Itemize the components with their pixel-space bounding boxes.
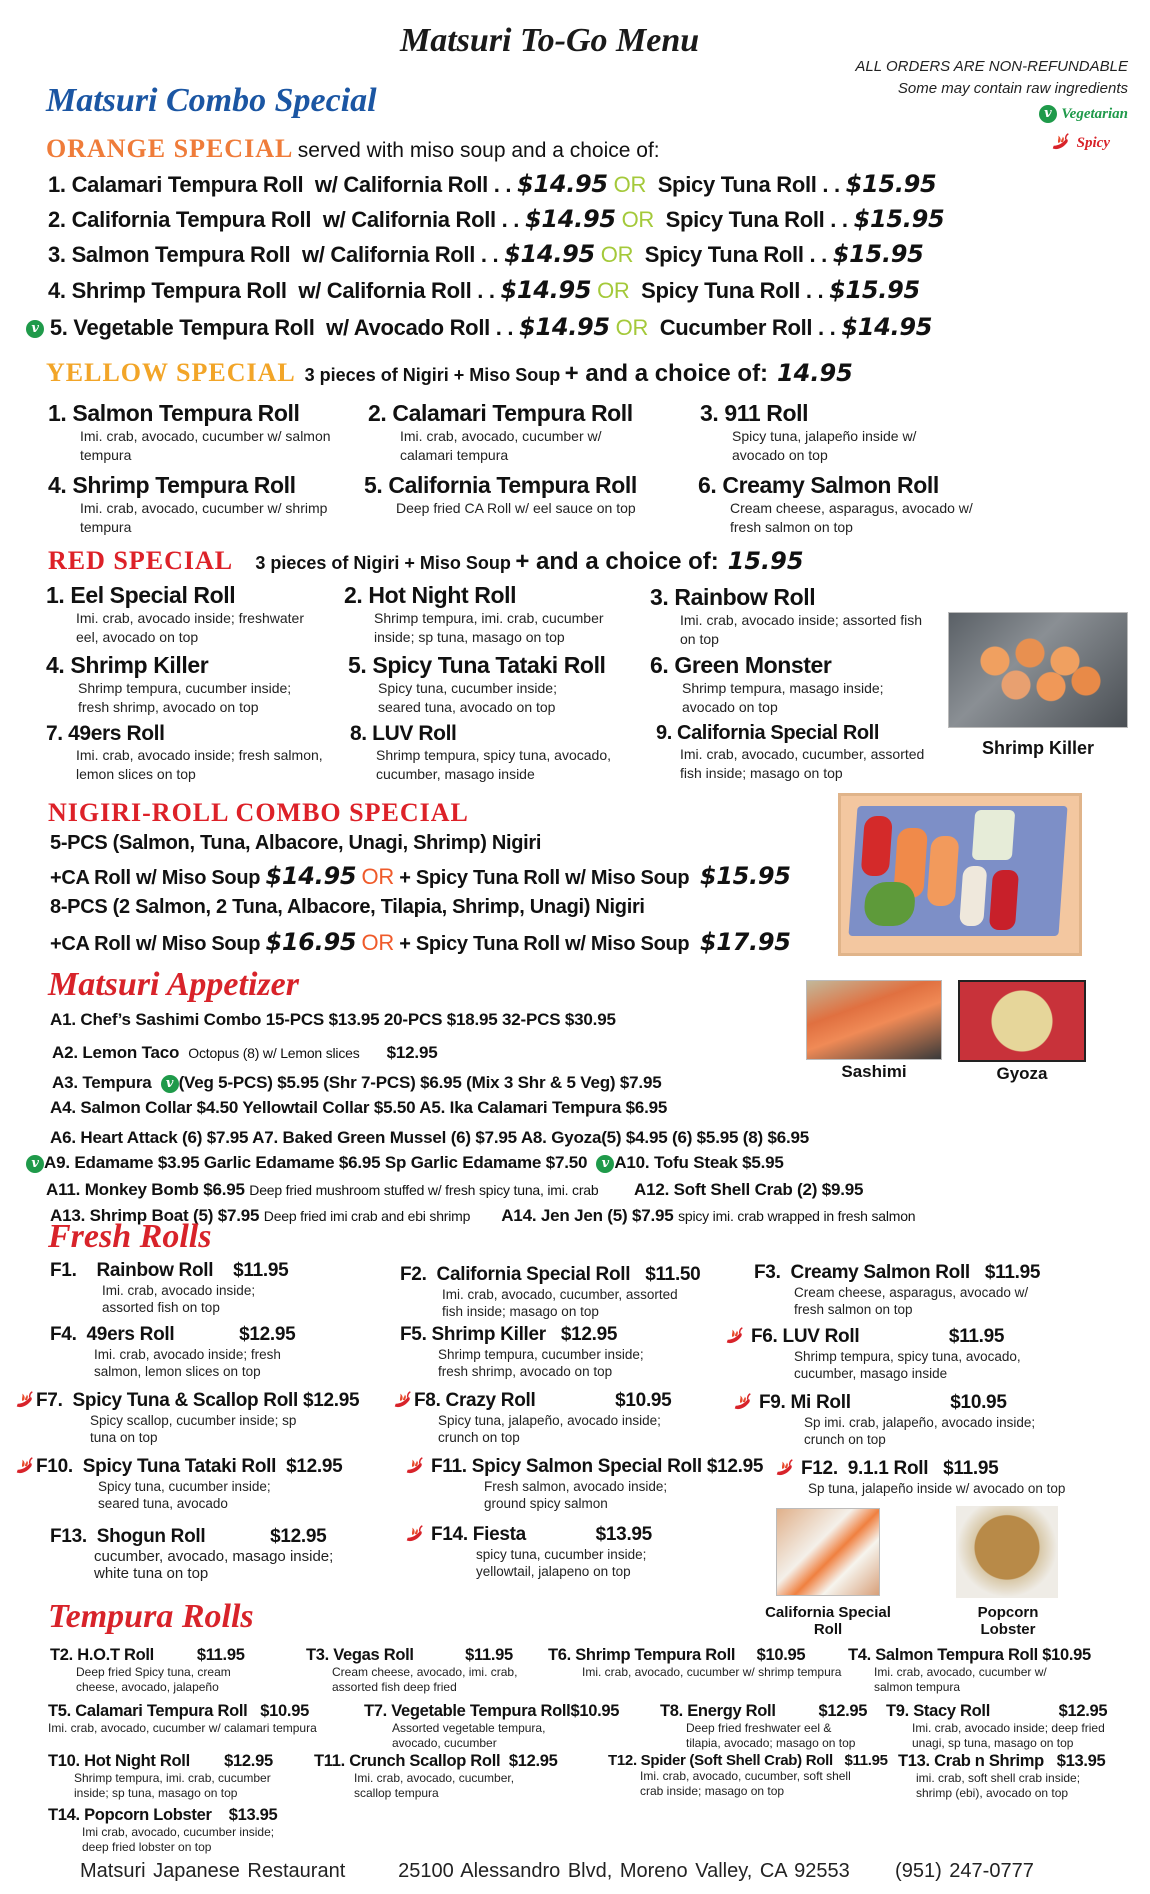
tempura-roll-item: T10. Hot Night Roll $12.95 Shrimp tempura, imi. crab, cucumber inside; sp tuna, masago on top (48, 1752, 273, 1800)
menu-item: 9. California Special Roll Imi. crab, avocado, cucumber, assorted fish inside; masago on top (656, 722, 925, 781)
tempura-roll-item: T3. Vegas Roll $11.95 Cream cheese, avocado, imi. crab, assorted fish deep fried (306, 1646, 518, 1694)
appetizer-row: A11. Monkey Bomb $6.95 Deep fried mushroom stuffed w/ fresh spicy tuna, imi. crab A12. Soft Shell Crab (2) $9.95 (46, 1180, 864, 1199)
gyoza-photo (958, 980, 1086, 1062)
yellow-special-header: YELLOW SPECIAL 3 pieces of Nigiri + Miso Soup + and a choice of: 14.95 (46, 358, 853, 387)
spicy-pepper-icon (732, 1392, 754, 1414)
price: $14.95 (519, 313, 610, 341)
price: $15.95 (829, 276, 920, 304)
tempura-roll-item: T8. Energy Roll $12.95 Deep fried freshwater eel & tilapia, avocado; masago on top (660, 1702, 868, 1750)
price: $16.95 (265, 928, 357, 956)
menu-item: 6. Creamy Salmon Roll Cream cheese, asparagus, avocado w/ fresh salmon on top (698, 472, 973, 535)
sashimi-photo (806, 980, 942, 1060)
fresh-roll-item: F5. Shrimp Killer $12.95 Shrimp tempura, cucumber inside; fresh shrimp, avocado on top (400, 1324, 644, 1379)
appetizer-row: A2. Lemon Taco Octopus (8) w/ Lemon slices $12.95 (52, 1043, 438, 1062)
fresh-roll-item: F14. Fiesta $13.95 spicy tuna, cucumber inside; yellowtail, jalapeno on top (404, 1524, 704, 1580)
restaurant-address: 25100 Alessandro Blvd, Moreno Valley, CA 92553 (398, 1860, 850, 1882)
vegetarian-icon: v (1039, 105, 1057, 123)
price: $14.95 (517, 170, 608, 198)
spicy-pepper-icon (14, 1390, 36, 1412)
nigiri-8pcs-line: 8-PCS (2 Salmon, 2 Tuna, Albacore, Tilapia, Shrimp, Unagi) Nigiri (50, 896, 645, 918)
orange-special-label: ORANGE SPECIAL (46, 134, 294, 163)
fresh-rolls-section-title: Fresh Rolls (48, 1218, 212, 1255)
sashimi-caption: Sashimi (841, 1062, 907, 1081)
spicy-pepper-icon (724, 1326, 746, 1348)
menu-item: 4. Shrimp Tempura Roll Imi. crab, avocado, cucumber w/ shrimp tempura (48, 472, 328, 535)
appetizer-row: v A9. Edamame $3.95 Garlic Edamame $6.95 Sp Garlic Edamame $7.50 v A10. Tofu Steak $5.95 (26, 1153, 784, 1173)
combo-section-title: Matsuri Combo Special (46, 82, 377, 119)
tempura-roll-item: T4. Salmon Tempura Roll $10.95 Imi. crab, avocado, cucumber w/ salmon tempura (848, 1646, 1091, 1694)
spicy-pepper-icon (1050, 132, 1072, 154)
menu-item: 6. Green Monster Shrimp tempura, masago inside; avocado on top (650, 652, 884, 715)
appetizer-row: A6. Heart Attack (6) $7.95 A7. Baked Green Mussel (6) $7.95 A8. Gyoza(5) $4.95 (6) $5.95 (8) $6.95 (50, 1128, 809, 1147)
price: $14.95 (524, 205, 616, 233)
vegetarian-icon: v (26, 1155, 44, 1173)
fresh-roll-item: F11. Spicy Salmon Special Roll $12.95 Fresh salmon, avocado inside; ground spicy salmon (404, 1456, 763, 1512)
menu-item: 5. Spicy Tuna Tataki Roll Spicy tuna, cucumber inside; seared tuna, avocado on top (348, 652, 606, 715)
nigiri-combo-photo (838, 793, 1082, 956)
combo-row: v 5. Vegetable Tempura Roll w/ Avocado Roll . . $14.95 OR Cucumber Roll . . $14.95 (26, 313, 932, 341)
menu-item: 1. Eel Special Roll Imi. crab, avocado inside; freshwater eel, avocado on top (46, 582, 304, 645)
restaurant-phone[interactable]: (951) 247-0777 (895, 1860, 1034, 1882)
page-title: Matsuri To-Go Menu (400, 22, 700, 59)
menu-item: 4. Shrimp Killer Shrimp tempura, cucumber inside; fresh shrimp, avocado on top (46, 652, 292, 715)
yellow-special-price: 14.95 (776, 359, 853, 387)
spicy-pepper-icon (392, 1390, 414, 1412)
nigiri-8pcs-options: +CA Roll w/ Miso Soup $16.95 OR + Spicy Tuna Roll w/ Miso Soup $17.95 (50, 928, 791, 956)
price: $15.95 (845, 170, 937, 198)
spicy-pepper-icon (14, 1456, 36, 1478)
fresh-roll-item: F10. Spicy Tuna Tataki Roll $12.95 Spicy tuna, cucumber inside; seared tuna, avocado (14, 1456, 342, 1512)
tempura-roll-item: T2. H.O.T Roll $11.95 Deep fried Spicy tuna, cream cheese, avocado, jalapeño (50, 1646, 245, 1694)
red-special-price: 15.95 (727, 547, 804, 575)
tempura-roll-item: T13. Crab n Shrimp $13.95 imi. crab, soft shell crab inside; shrimp (ebi), avocado on top (898, 1752, 1106, 1800)
menu-item: 2. Calamari Tempura Roll Imi. crab, avocado, cucumber w/ calamari tempura (368, 400, 633, 463)
price: $17.95 (699, 928, 791, 956)
tempura-roll-item: T6. Shrimp Tempura Roll $10.95 Imi. crab, avocado, cucumber w/ shrimp tempura (548, 1646, 842, 1679)
vegetarian-icon: v (26, 320, 44, 338)
price: $15.95 (853, 205, 945, 233)
orange-special-subtitle: served with miso soup and a choice of: (297, 139, 660, 162)
menu-item: 7. 49ers Roll Imi. crab, avocado inside; fresh salmon, lemon slices on top (46, 722, 323, 782)
tempura-roll-item: T9. Stacy Roll $12.95 Imi. crab, avocado inside; deep fried unagi, sp tuna, masago on top (886, 1702, 1108, 1750)
tempura-roll-item: T5. Calamari Tempura Roll $10.95 Imi. crab, avocado, cucumber w/ calamari tempura (48, 1702, 317, 1735)
tempura-roll-item: T14. Popcorn Lobster $13.95 Imi crab, avocado, cucumber inside; deep fried lobster on top (48, 1806, 278, 1854)
popcorn-lobster-photo (956, 1506, 1058, 1598)
combo-row: 3. Salmon Tempura Roll w/ California Roll . . $14.95 OR Spicy Tuna Roll . . $15.95 (48, 240, 924, 268)
nigiri-5pcs-options: +CA Roll w/ Miso Soup $14.95 OR + Spicy Tuna Roll w/ Miso Soup $15.95 (50, 862, 791, 890)
price: $15.95 (832, 240, 924, 268)
price: $14.95 (504, 240, 595, 268)
price: $15.95 (699, 862, 791, 890)
nigiri-5pcs-line: 5-PCS (Salmon, Tuna, Albacore, Unagi, Shrimp) Nigiri (50, 832, 542, 854)
popcorn-lobster-caption: Popcorn Lobster (977, 1604, 1039, 1638)
vegetarian-icon: v (161, 1075, 179, 1093)
menu-item: 2. Hot Night Roll Shrimp tempura, imi. crab, cucumber inside; sp tuna, masago on top (344, 582, 604, 645)
vegetarian-icon: v (596, 1155, 614, 1173)
shrimp-killer-caption: Shrimp Killer (981, 738, 1095, 758)
fresh-roll-item: F3. Creamy Salmon Roll $11.95 Cream cheese, asparagus, avocado w/ fresh salmon on top (754, 1262, 1041, 1317)
nigiri-combo-label: NIGIRI-ROLL COMBO SPECIAL (48, 798, 469, 827)
price: $14.95 (265, 862, 357, 890)
appetizer-section-title: Matsuri Appetizer (48, 966, 299, 1003)
combo-row: 2. California Tempura Roll w/ California Roll . . $14.95 OR Spicy Tuna Roll . . $15.95 (48, 205, 945, 233)
restaurant-name: Matsuri Japanese Restaurant (80, 1860, 346, 1882)
spicy-pepper-icon (774, 1458, 796, 1480)
legend-vegetarian: v Vegetarian (1039, 105, 1128, 123)
red-special-header: RED SPECIAL 3 pieces of Nigiri + Miso Soup + and a choice of: 15.95 (48, 546, 804, 575)
appetizer-row: A1. Chef’s Sashimi Combo 15-PCS $13.95 20-PCS $18.95 32-PCS $30.95 (50, 1010, 616, 1029)
fresh-roll-item: F9. Mi Roll $10.95 Sp imi. crab, jalapeño, avocado inside; crunch on top (732, 1392, 1072, 1448)
menu-item: 1. Salmon Tempura Roll Imi. crab, avocado, cucumber w/ salmon tempura (48, 400, 331, 463)
non-refundable-notice: ALL ORDERS ARE NON-REFUNDABLE (855, 58, 1128, 75)
menu-item: 3. Rainbow Roll Imi. crab, avocado inside; assorted fish on top (650, 584, 923, 647)
footer (80, 1860, 1034, 1883)
spicy-pepper-icon (404, 1456, 426, 1478)
fresh-roll-item: F8. Crazy Roll $10.95 Spicy tuna, jalapeño, avocado inside; crunch on top (392, 1390, 702, 1446)
fresh-roll-item: F6. LUV Roll $11.95 Shrimp tempura, spicy tuna, avocado, cucumber, masago inside (724, 1326, 1024, 1382)
shrimp-killer-photo (948, 612, 1128, 728)
fresh-roll-item: F4. 49ers Roll $12.95 Imi. crab, avocado inside; fresh salmon, lemon slices on top (50, 1324, 296, 1379)
price: $14.95 (500, 276, 592, 304)
tempura-roll-item: T11. Crunch Scallop Roll $12.95 Imi. crab, avocado, cucumber, scallop tempura (314, 1752, 558, 1800)
fresh-roll-item: F7. Spicy Tuna & Scallop Roll $12.95 Spicy scallop, cucumber inside; sp tuna on top (14, 1390, 359, 1446)
yellow-special-label: YELLOW SPECIAL (46, 358, 296, 387)
appetizer-row: A3. Tempura v (Veg 5-PCS) $5.95 (Shr 7-PCS) $6.95 (Mix 3 Shr & 5 Veg) $7.95 (52, 1073, 662, 1092)
appetizer-row: A4. Salmon Collar $4.50 Yellowtail Collar $5.50 A5. Ika Calamari Tempura $6.95 (50, 1098, 668, 1117)
gyoza-caption: Gyoza (996, 1064, 1048, 1083)
appetizer-row: A13. Shrimp Boat (5) $7.95 Deep fried imi crab and ebi shrimp A14. Jen Jen (5) $7.95 spicy imi. crab wrapped in fresh salmon (50, 1206, 916, 1225)
california-special-roll-photo (776, 1508, 880, 1596)
fresh-roll-item: F1. Rainbow Roll $11.95 Imi. crab, avocado inside; assorted fish on top (50, 1260, 289, 1315)
menu-item: 8. LUV Roll Shrimp tempura, spicy tuna, avocado, cucumber, masago inside (350, 722, 612, 782)
price: $14.95 (841, 313, 933, 341)
menu-item: 5. California Tempura Roll Deep fried CA Roll w/ eel sauce on top (364, 472, 637, 516)
combo-row: 1. Calamari Tempura Roll w/ California Roll . . $14.95 OR Spicy Tuna Roll . . $15.95 (48, 170, 937, 198)
tempura-roll-item: T12. Spider (Soft Shell Crab) Roll $11.95 Imi. crab, avocado, cucumber, soft shell crab inside; masago on top (608, 1752, 888, 1798)
legend-spicy: Spicy (1050, 132, 1110, 154)
orange-special-header (46, 134, 660, 164)
tempura-roll-item: T7. Vegetable Tempura Roll$10.95 Assorted vegetable tempura, avocado, cucumber (364, 1702, 620, 1750)
fresh-roll-item: F13. Shogun Roll $12.95 cucumber, avocado, masago inside; white tuna on top (50, 1526, 334, 1582)
tempura-rolls-section-title: Tempura Rolls (48, 1598, 254, 1635)
california-special-roll-caption: California Special Roll (765, 1604, 891, 1638)
raw-ingredients-notice: Some may contain raw ingredients (897, 80, 1128, 97)
fresh-roll-item: F12. 9.1.1 Roll $11.95 Sp tuna, jalapeño inside w/ avocado on top (774, 1458, 1114, 1497)
red-special-label: RED SPECIAL (48, 546, 234, 575)
menu-item: 3. 911 Roll Spicy tuna, jalapeño inside w/ avocado on top (700, 400, 917, 463)
fresh-roll-item: F2. California Special Roll $11.50 Imi. crab, avocado, cucumber, assorted fish inside; masago on top (400, 1264, 701, 1319)
combo-row: 4. Shrimp Tempura Roll w/ California Roll . . $14.95 OR Spicy Tuna Roll . . $15.95 (48, 276, 920, 304)
spicy-pepper-icon (404, 1524, 426, 1546)
